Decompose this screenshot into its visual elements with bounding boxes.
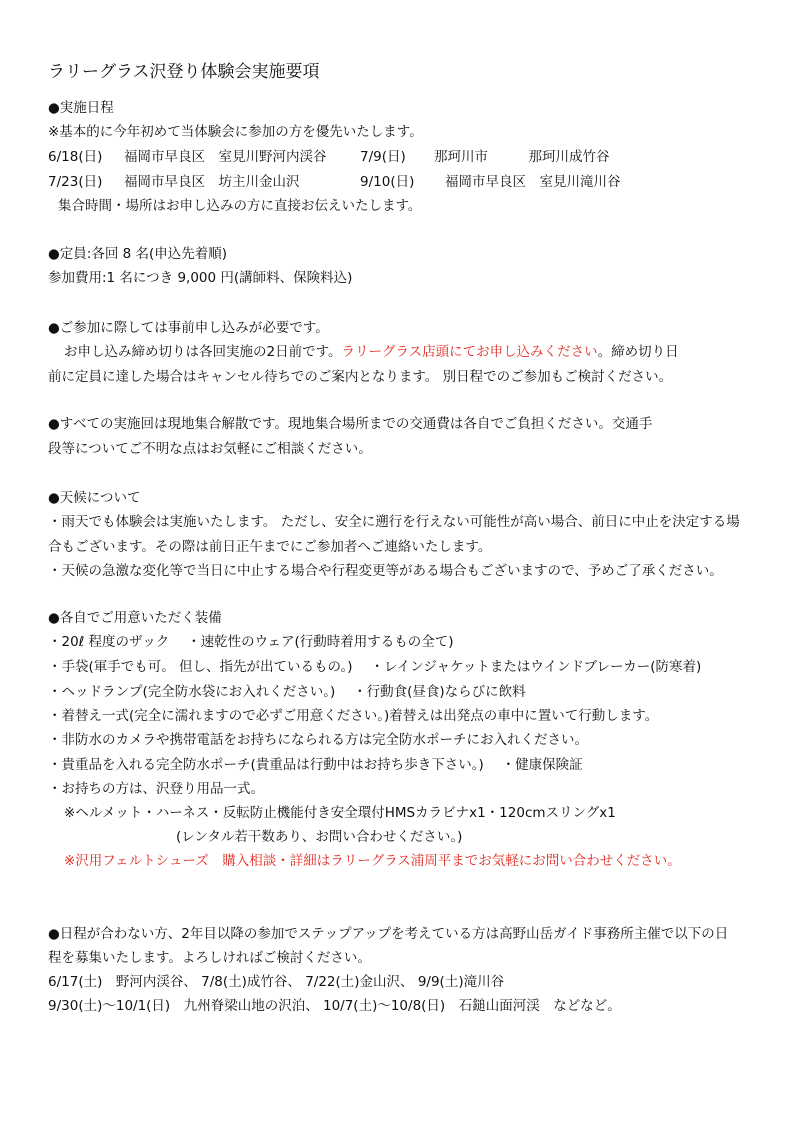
schedule-heading: ●実施日程	[48, 100, 114, 116]
schedule-place: 福岡市早良区 室見川滝川谷	[445, 174, 621, 190]
application-deadline-text: お申し込み締め切りは各回実施の2日前です。	[64, 344, 342, 360]
equipment-item: ・お持ちの方は、沢登り用品一式。	[48, 781, 264, 797]
equipment-heading: ●各自でご用意いただく装備	[48, 610, 222, 626]
capacity-line: ●定員:各回 8 名(申込先着順)	[48, 246, 228, 262]
schedule-place: 那珂川市 那珂川成竹谷	[434, 149, 610, 165]
weather-line-2: 合もございます。その際は前日正午までにご参加者へご連絡いたします。	[48, 539, 492, 555]
other-schedule-line-1: ●日程が合わない方、2年目以降の参加でステップアップを考えている方は高野山岳ガイド事務所主催で以下の日	[48, 926, 729, 942]
fee-line: 参加費用:1 名につき 9,000 円(講師料、保険料込)	[48, 270, 353, 286]
schedule-priority-note: ※基本的に今年初めて当体験会に参加の方を優先いたします。	[48, 124, 423, 140]
other-schedule-dates-1: 6/17(土) 野河内渓谷、 7/8(土)成竹谷、 7/22(土)金山沢、 9/9(土)滝川谷	[48, 974, 505, 990]
equipment-item: ・20ℓ 程度のザック ・速乾性のウェア(行動時着用するもの全て)	[48, 634, 454, 650]
weather-line-3: ・天候の急激な変化等で当日に中止する場合や行程変更等がある場合もございますので、予めご了承ください。	[48, 563, 723, 579]
gear-note: ※ヘルメット・ハーネス・反転防止機能付き安全環付HMSカラビナx1・120cmスリングx1	[64, 805, 616, 821]
schedule-date: 7/9(日)	[360, 149, 406, 165]
equipment-item: ・ヘッドランプ(完全防水袋にお入れください。) ・行動食(昼食)ならびに飲料	[48, 684, 526, 700]
other-schedule-line-2: 程を募集いたします。よろしければご検討ください。	[48, 950, 371, 966]
page-title: ラリーグラス沢登り体験会実施要項	[48, 62, 320, 82]
other-schedule-dates-2: 9/30(土)〜10/1(日) 九州脊梁山地の沢泊、 10/7(土)〜10/8(日) 石鎚山面河渓 などなど。	[48, 998, 621, 1014]
application-deadline-tail: 。締め切り日	[597, 344, 679, 360]
equipment-item: ・着替え一式(完全に濡れますので必ずご用意ください。)着替えは出発点の車中に置いて行動します。	[48, 708, 659, 724]
application-waitlist: 前に定員に達した場合はキャンセル待ちでのご案内となります。 別日程でのご参加もご検討ください。	[48, 369, 673, 385]
schedule-meeting-note: 集合時間・場所はお申し込みの方に直接お伝えいたします。	[58, 198, 422, 214]
felt-shoes-note: ※沢用フェルトシューズ 購入相談・詳細はラリーグラス浦周平までお気軽にお問い合わせください。	[64, 853, 681, 869]
meeting-point-line-1: ●すべての実施回は現地集合解散です。現地集合場所までの交通費は各自でご負担ください。交通手	[48, 416, 653, 432]
equipment-item: ・手袋(軍手でも可。 但し、指先が出ているもの。) ・レインジャケットまたはウインドブレーカー(防寒着)	[48, 659, 702, 675]
weather-heading: ●天候について	[48, 490, 141, 506]
meeting-point-line-2: 段等についてご不明な点はお気軽にご相談ください。	[48, 441, 372, 457]
equipment-item: ・貴重品を入れる完全防水ポーチ(貴重品は行動中はお持ち歩き下さい。) ・健康保険証	[48, 757, 583, 773]
schedule-date: 9/10(日)	[360, 174, 415, 190]
application-deadline	[64, 342, 679, 362]
schedule-date: 6/18(日)	[48, 149, 103, 165]
schedule-place: 福岡市早良区 坊主川金山沢	[124, 174, 300, 190]
schedule-place: 福岡市早良区 室見川野河内渓谷	[124, 149, 327, 165]
weather-line-1: ・雨天でも体験会は実施いたします。 ただし、安全に遡行を行えない可能性が高い場合、前日に中止を決定する場	[48, 514, 740, 530]
rental-note: (レンタル若干数あり、お問い合わせください。)	[176, 829, 463, 845]
application-heading: ●ご参加に際しては事前申し込みが必要です。	[48, 320, 329, 336]
schedule-date: 7/23(日)	[48, 174, 103, 190]
application-store-notice: ラリーグラス店頭にてお申し込みください	[341, 344, 598, 360]
equipment-item: ・非防水のカメラや携帯電話をお持ちになられる方は完全防水ポーチにお入れください。	[48, 732, 588, 748]
